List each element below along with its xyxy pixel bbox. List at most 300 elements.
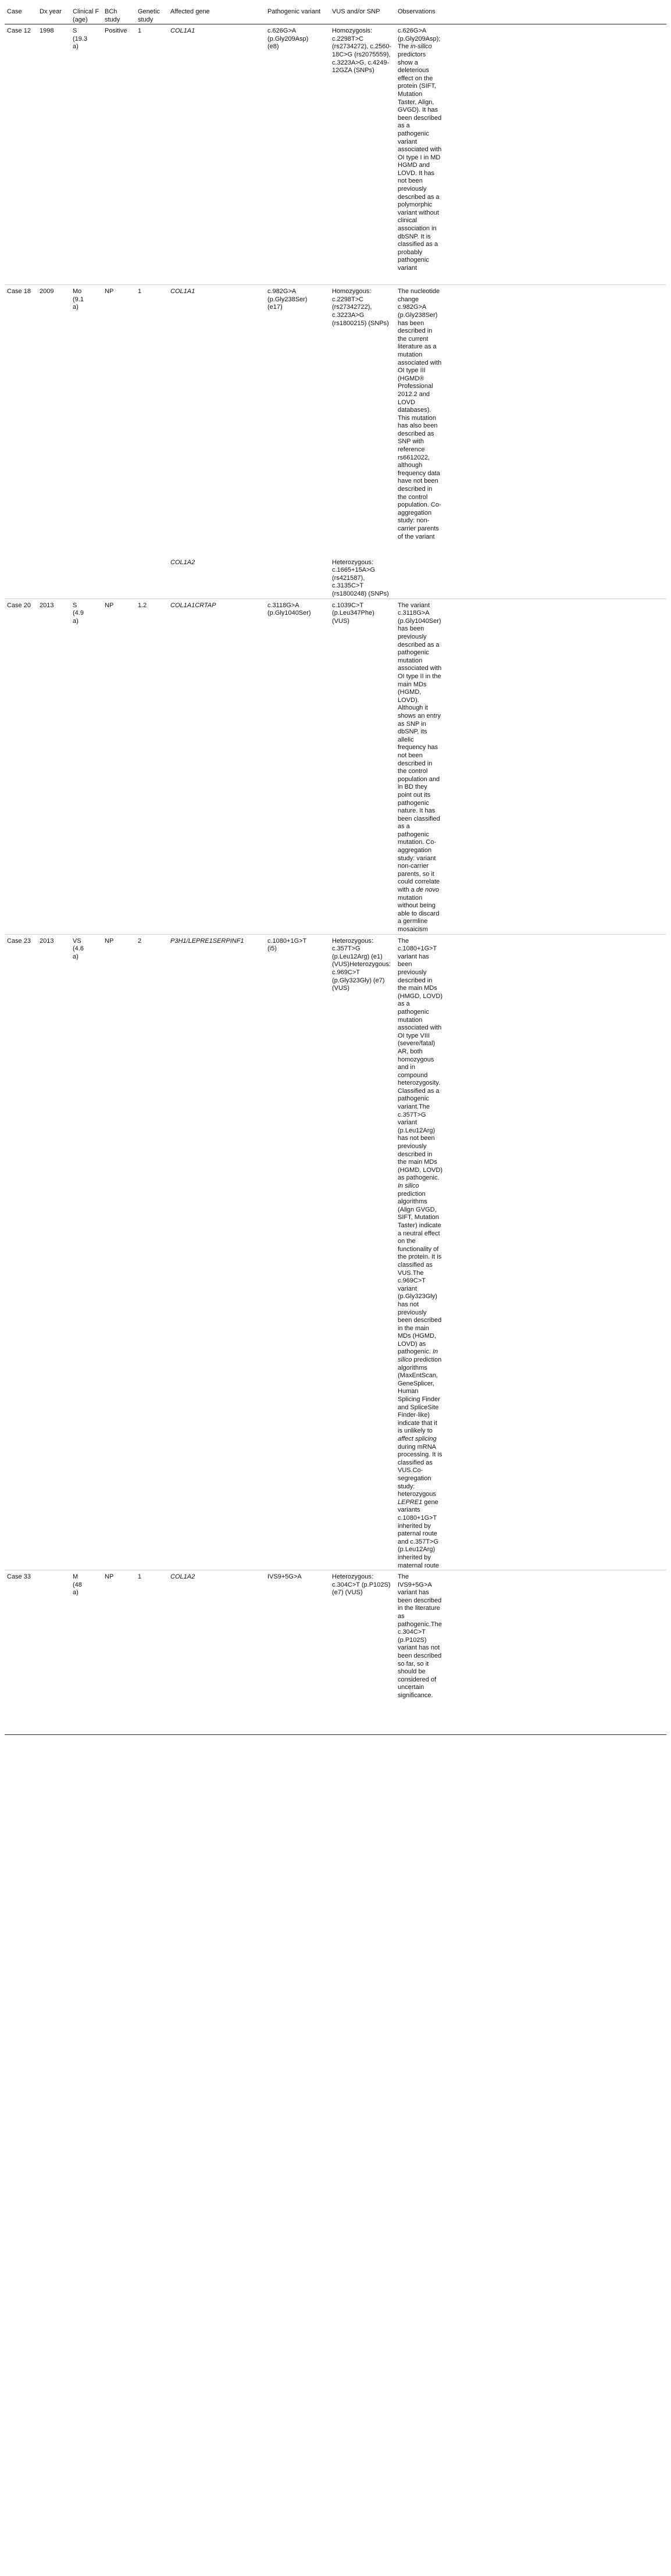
cell-line: c.357T>G: [332, 945, 361, 953]
cell-line: maternal route: [398, 1562, 439, 1569]
cell-line: (HGMD, LOVD): [398, 1166, 442, 1174]
cell-line: dbSNP, its: [398, 728, 427, 736]
cell-line: (VUS): [332, 985, 349, 992]
cell-line: not been: [398, 751, 423, 759]
cell-line: mosaicism: [398, 926, 428, 933]
cell-line: c.1665+15A>G: [332, 566, 376, 574]
cell-line: Heterozygous:: [332, 1573, 373, 1581]
header-vus-snp: VUS and/or SNP: [330, 5, 395, 24]
cell-line: described in: [398, 486, 433, 493]
cell-line: shows an entry: [398, 712, 441, 719]
cell-line: described in: [398, 760, 433, 767]
cell-pathogenic-variant: [265, 598, 330, 934]
cell-line: been described: [398, 1652, 442, 1660]
cell-line: a neutral effect: [398, 1230, 440, 1237]
cell-line: Although it: [398, 704, 428, 712]
table-row: [5, 1570, 666, 1735]
cell-line: a): [73, 617, 78, 625]
cell-line: described as a: [398, 193, 440, 201]
cell-line: dbSNP. It is: [398, 233, 431, 240]
cell-line: classified as a: [398, 241, 438, 248]
cell-line: (VUS)Heterozygous:: [332, 961, 391, 968]
cell-line: (4.6: [73, 945, 84, 953]
cell-line: c.304C>T: [398, 1629, 426, 1636]
cell-line: S: [73, 601, 77, 609]
cell-line: pathogenic.The: [398, 1620, 442, 1628]
cell-line: pathogenic: [398, 799, 429, 807]
cell-line: (p.Leu12Arg): [398, 1127, 436, 1134]
header-case: Case: [5, 5, 37, 24]
cell-line: (e8): [267, 43, 279, 51]
cell-line: (rs27342722),: [332, 304, 372, 311]
cell-line: so far, so it: [398, 1660, 429, 1668]
cell-clinical: [70, 934, 102, 1570]
cell-line: (rs1800248) (SNPs): [332, 590, 389, 598]
cell-line: prediction: [398, 1190, 426, 1198]
cell-line: c.969C>T: [332, 968, 360, 976]
cell-line: c.3135C>T: [332, 582, 364, 590]
cell-line: (e7) (VUS): [332, 1589, 363, 1597]
cell-line: described in: [398, 1150, 433, 1158]
cell-line: classified as: [398, 1459, 433, 1466]
cell-line: The nucleotide: [398, 288, 440, 295]
cell-line: (HMGD, LOVD): [398, 992, 442, 1000]
cell-line: been described: [398, 114, 442, 122]
cell-line: aggregation: [398, 509, 432, 516]
cell-line: GeneSplicer,: [398, 1380, 434, 1387]
cell-line: is unlikely to: [398, 1427, 433, 1435]
cell-line: the protein. It is: [398, 1253, 442, 1261]
cell-observations: [395, 24, 666, 285]
cell-line: variant without: [398, 209, 439, 216]
cell-line: 18C>G (rs2075559),: [332, 51, 391, 58]
cell-line: pathogenic. In: [398, 1348, 438, 1356]
cell-line: (9.1: [73, 295, 84, 303]
table-row: [5, 285, 666, 556]
cell-pathogenic-variant: [265, 556, 330, 598]
cell-line: silico prediction: [398, 1356, 442, 1364]
cell-line: indicate that it: [398, 1419, 437, 1427]
cell-line: 2012.2 and: [398, 390, 430, 398]
cell-line: Homozygous:: [332, 288, 372, 295]
cell-line: in the literature: [398, 1605, 440, 1612]
cell-affected-gene: COL1A2: [170, 558, 195, 566]
cell-bch-study: NP: [102, 285, 135, 556]
cell-line: Heterozygous:: [332, 558, 373, 566]
table-row: [5, 556, 666, 598]
cell-clinical: [70, 556, 102, 598]
cell-line: c.2298T>C: [332, 35, 364, 42]
cell-line: been described: [398, 1317, 442, 1324]
cell-line: previously: [398, 1143, 427, 1150]
cell-line: a): [73, 1589, 78, 1597]
cell-pathogenic-variant: [265, 285, 330, 556]
cell-line: The in-silico: [398, 43, 432, 51]
cell-line: M: [73, 1573, 78, 1581]
cell-line: a): [73, 953, 78, 960]
cell-line: LOVD) as: [398, 1340, 426, 1348]
cell-line: heterozygous: [398, 1491, 437, 1498]
cell-line: variant: [398, 265, 417, 272]
cell-line: has been: [398, 625, 424, 633]
cell-line: population and: [398, 775, 440, 783]
cell-line: main MDs: [398, 680, 427, 688]
cell-line: IVS9+5G>A: [398, 1581, 432, 1588]
cell-bch-study: Positive: [105, 27, 127, 35]
cell-line: in BD they: [398, 783, 427, 791]
cell-line: OI type III: [398, 367, 426, 375]
cell-line: pathogenic: [398, 1095, 429, 1103]
cell-line: of the variant: [398, 533, 435, 540]
cell-line: VS: [73, 937, 81, 945]
cell-line: HGMD and: [398, 162, 430, 169]
cell-line: Taster, Align,: [398, 98, 434, 106]
cell-line: c.304C>T (p.P102S): [332, 1581, 391, 1588]
cell-vus-snp: [330, 1570, 395, 1735]
cell-line: as a: [398, 122, 410, 130]
cell-line: rs6612022,: [398, 454, 430, 461]
cell-line: (p.Gly1040Ser): [267, 610, 311, 617]
cell-line: (p.Gly238Ser): [398, 311, 438, 319]
cell-line: aggregation: [398, 847, 432, 854]
cell-line: Finder-like): [398, 1412, 430, 1419]
cell-genetic-study: 1: [135, 1570, 168, 1735]
cell-line: described in: [398, 327, 433, 335]
cell-line: the current: [398, 335, 429, 343]
cell-case: Case 20: [5, 598, 37, 934]
cell-line: (rs2734272), c.2560-: [332, 43, 392, 51]
cell-line: GVGD). It has: [398, 106, 438, 114]
cell-dx-year: 2009: [37, 285, 70, 556]
cell-line: allelic: [398, 736, 414, 743]
header-pathogenic-variant: Pathogenic variant: [265, 5, 330, 24]
header-genetic-study: Genetic study: [135, 5, 168, 24]
cell-clinical: [70, 1570, 102, 1735]
cell-line: (rs421587),: [332, 574, 365, 582]
cell-line: the control: [398, 493, 428, 501]
cell-line: c.969C>T: [398, 1277, 426, 1285]
cell-line: point out its: [398, 791, 431, 799]
cell-line: processing. It is: [398, 1451, 442, 1459]
cell-genetic-study: [135, 556, 168, 598]
cell-line: c.982G>A: [398, 304, 427, 311]
cell-affected-gene: COL1A2: [168, 1570, 265, 1735]
cell-line: LOVD. It has: [398, 169, 434, 177]
cell-affected-gene: COL1A1CRTAP: [168, 598, 265, 934]
cell-line: the main MDs: [398, 1159, 437, 1166]
cell-observations: [395, 285, 666, 556]
cell-line: a germline: [398, 918, 428, 925]
cell-line: c.357T>G: [398, 1111, 426, 1118]
cell-line: mutation: [398, 1016, 423, 1024]
cell-line: as a: [398, 823, 410, 831]
cell-line: pathogenic: [398, 256, 429, 264]
cell-line: has not been: [398, 1135, 435, 1142]
cell-dx-year: 1998: [40, 27, 54, 35]
cell-line: association in: [398, 225, 437, 233]
cell-line: mutation: [398, 351, 423, 358]
cell-line: databases).: [398, 407, 431, 414]
cell-line: VUS.Co-: [398, 1467, 423, 1474]
table-row: [5, 24, 666, 285]
cell-line: previously: [398, 633, 427, 641]
cell-line: (p.P102S): [398, 1636, 427, 1644]
cell-line: AR, both: [398, 1047, 423, 1055]
cell-line: LEPRE1 gene: [398, 1498, 438, 1506]
cell-line: variant.The: [398, 1103, 430, 1111]
cell-line: The: [398, 1573, 409, 1581]
header-clinical: Clinical F (age): [70, 5, 102, 24]
cell-line: during mRNA: [398, 1443, 437, 1451]
cell-vus-snp: [330, 24, 395, 285]
variants-table: [5, 5, 666, 1735]
cell-line: inherited by: [398, 1522, 431, 1530]
cell-line: The variant: [398, 601, 430, 609]
cell-vus-snp: [330, 934, 395, 1570]
cell-case: Case 23: [5, 934, 37, 1570]
cell-line: (VUS): [332, 617, 349, 625]
cell-case: [5, 556, 37, 598]
cell-line: previously: [398, 1309, 427, 1316]
cell-line: (p.Gly209Asp);: [398, 35, 441, 42]
cell-line: IVS9+5G>A: [267, 1573, 302, 1581]
cell-line: on the: [398, 1238, 416, 1245]
cell-line: variants: [398, 1506, 420, 1514]
cell-line: literature as a: [398, 343, 437, 351]
cell-line: pathogenic: [398, 130, 429, 137]
cell-line: frequency has: [398, 744, 438, 751]
cell-line: predictors: [398, 51, 426, 58]
header-observations: Observations: [395, 5, 666, 24]
cell-genetic-study: 2: [135, 934, 168, 1570]
cell-line: compound: [398, 1071, 428, 1079]
cell-line: (severe/fatal): [398, 1040, 436, 1047]
cell-line: c.2298T>C: [332, 295, 364, 303]
cell-line: Human: [398, 1388, 419, 1395]
cell-line: associated with: [398, 146, 442, 154]
cell-genetic-study: 1: [138, 27, 142, 35]
cell-line: (p.Gly323Gly) (e7): [332, 977, 385, 984]
cell-line: (MaxEntScan,: [398, 1372, 438, 1380]
cell-line: Homozygosis:: [332, 27, 373, 35]
cell-line: as pathogenic.: [398, 1174, 440, 1182]
cell-line: c.3118G>A: [267, 601, 299, 609]
cell-line: Professional: [398, 383, 433, 390]
cell-line: (rs1800215) (SNPs): [332, 319, 389, 327]
cell-line: polymorphic: [398, 201, 433, 209]
cell-line: with a de novo: [398, 886, 439, 894]
cell-case: Case 18: [5, 285, 37, 556]
cell-dx-year: [37, 1570, 70, 1735]
cell-line: should be: [398, 1668, 426, 1676]
cell-bch-study: [102, 556, 135, 598]
cell-line: segregation: [398, 1474, 431, 1482]
cell-genetic-study: 1: [135, 285, 168, 556]
cell-line: (p.Gly209Asp): [267, 35, 309, 42]
cell-line: inherited by: [398, 1554, 431, 1561]
cell-line: described as a: [398, 641, 440, 649]
table-row: [5, 934, 666, 1570]
cell-line: (HGMD,: [398, 689, 422, 696]
cell-case: Case 33: [5, 1570, 37, 1735]
cell-line: associated with: [398, 665, 442, 672]
cell-line: population. Co-: [398, 501, 441, 509]
cell-line: c.1080+1G>T: [398, 1514, 437, 1522]
cell-line: c.1080+1G>T: [398, 945, 437, 953]
header-affected-gene: Affected gene: [168, 5, 265, 24]
cell-line: previously: [398, 186, 427, 193]
cell-line: as: [398, 1613, 405, 1620]
cell-line: a): [73, 304, 78, 311]
cell-line: variant: [398, 138, 417, 145]
cell-line: not been: [398, 177, 423, 185]
cell-dx-year: 2013: [37, 934, 70, 1570]
cell-line: pathogenic: [398, 649, 429, 657]
cell-line: affect splicing: [398, 1435, 437, 1442]
cell-line: In silico: [398, 1182, 419, 1189]
cell-line: has also been: [398, 422, 438, 430]
cell-line: algorithms: [398, 1364, 427, 1371]
cell-line: associated with: [398, 1024, 442, 1032]
cell-line: OI type II in the: [398, 673, 441, 680]
cell-line: (4.9: [73, 610, 84, 617]
cell-line: variant has: [398, 953, 429, 960]
cell-line: significance.: [398, 1692, 433, 1699]
cell-observations: [395, 1570, 666, 1735]
cell-line: reference: [398, 446, 425, 454]
cell-line: (Align GVGD,: [398, 1206, 437, 1213]
cell-dx-year: [37, 556, 70, 598]
cell-line: effect on the: [398, 74, 433, 82]
cell-affected-gene: COL1A1: [168, 285, 265, 556]
cell-line: MDs (HGMD,: [398, 1332, 436, 1340]
cell-line: The: [398, 937, 409, 945]
cell-observations: [395, 598, 666, 934]
cell-line: parents, so it: [398, 870, 434, 878]
cell-vus-snp: [330, 556, 395, 598]
cell-line: clinical: [398, 217, 417, 225]
cell-line: (p.Leu347Phe): [332, 610, 374, 617]
cell-line: study:: [398, 1483, 415, 1490]
cell-clinical: [70, 598, 102, 934]
cell-line: (i5): [267, 945, 277, 953]
cell-line: without being: [398, 902, 436, 910]
cell-line: described as: [398, 430, 434, 437]
cell-line: variant has: [398, 1589, 429, 1597]
cell-line: (p.Gly238Ser): [267, 295, 308, 303]
cell-line: been: [398, 961, 412, 968]
cell-line: non-carrier: [398, 863, 429, 870]
cell-line: associated with: [398, 359, 442, 366]
cell-vus-snp: [330, 285, 395, 556]
cell-line: show a: [398, 59, 418, 66]
cell-vus-snp: [330, 598, 395, 934]
cell-bch-study: NP: [102, 934, 135, 1570]
cell-line: Taster) indicate: [398, 1221, 441, 1229]
cell-line: (19.3: [73, 35, 88, 42]
cell-affected-gene: COL1A1: [170, 27, 195, 35]
cell-pathogenic-variant: [265, 24, 330, 285]
cell-line: (e17): [267, 304, 283, 311]
cell-line: and in: [398, 1064, 415, 1071]
cell-line: classified as: [398, 1261, 433, 1269]
cell-line: variant: [398, 1285, 417, 1292]
cell-line: (p.Leu12Arg) (e1): [332, 953, 383, 960]
cell-observations: [395, 934, 666, 1570]
cell-pathogenic-variant: [265, 934, 330, 1570]
cell-line: VUS.The: [398, 1269, 424, 1277]
cell-line: previously: [398, 968, 427, 976]
cell-line: heterozygosity.: [398, 1079, 441, 1087]
cell-line: (p.Gly1040Ser): [398, 617, 441, 625]
cell-line: LOVD).: [398, 696, 419, 704]
cell-line: Classified as a: [398, 1087, 440, 1095]
cell-line: Mo: [73, 288, 82, 295]
cell-line: as SNP in: [398, 720, 426, 728]
cell-line: mutation: [398, 894, 423, 902]
cell-line: variant: [398, 1119, 417, 1127]
cell-bch-study: NP: [102, 598, 135, 934]
cell-clinical: [70, 285, 102, 556]
cell-line: Splicing Finder: [398, 1396, 440, 1403]
cell-line: and SpliceSite: [398, 1403, 439, 1411]
cell-line: uncertain: [398, 1684, 424, 1691]
cell-line: mutation: [398, 657, 423, 664]
cell-line: although: [398, 462, 423, 469]
cell-line: been described: [398, 1597, 442, 1604]
cell-line: c.1039C>T: [332, 601, 364, 609]
cell-pathogenic-variant: [265, 1570, 330, 1735]
cell-line: This mutation: [398, 414, 437, 422]
cell-line: nature. It has: [398, 807, 436, 815]
cell-line: OI type I in MD: [398, 154, 441, 161]
cell-line: c.626G>A: [398, 27, 427, 35]
cell-line: (p.Leu12Arg): [398, 1546, 436, 1554]
cell-line: been classified: [398, 815, 440, 822]
cell-line: in the main: [398, 1324, 429, 1332]
cell-line: algorithms: [398, 1198, 427, 1206]
header-bch-study: BCh study: [102, 5, 135, 24]
cell-line: the control: [398, 768, 428, 775]
cell-line: deleterious: [398, 67, 429, 74]
cell-line: homozygous: [398, 1056, 434, 1063]
cell-affected-gene: P3H1/LEPRE1SERPINF1: [168, 934, 265, 1570]
cell-line: pathogenic: [398, 831, 429, 838]
cell-line: SIFT, Mutation: [398, 1214, 439, 1221]
cell-clinical: [70, 24, 102, 285]
cell-line: c.1080+1G>T: [267, 937, 307, 945]
cell-line: Mutation: [398, 90, 423, 98]
cell-line: (HGMD®: [398, 375, 424, 382]
cell-line: paternal route: [398, 1530, 437, 1538]
cell-line: have not been: [398, 478, 438, 485]
cell-line: protein (SIFT,: [398, 83, 437, 90]
cell-line: c.626G>A: [267, 27, 297, 35]
cell-line: carrier parents: [398, 525, 439, 532]
cell-line: study: variant: [398, 854, 436, 862]
table-header-row: [5, 5, 666, 24]
cell-line: could correlate: [398, 878, 440, 886]
cell-line: has been: [398, 319, 424, 327]
cell-observations: [395, 556, 666, 598]
cell-dx-year: 2013: [37, 598, 70, 934]
cell-line: change: [398, 295, 419, 303]
cell-line: mutation. Co-: [398, 839, 437, 846]
cell-line: c.3118G>A: [398, 610, 430, 617]
cell-line: S: [73, 27, 77, 35]
cell-line: a): [73, 43, 78, 51]
cell-line: probably: [398, 248, 423, 256]
